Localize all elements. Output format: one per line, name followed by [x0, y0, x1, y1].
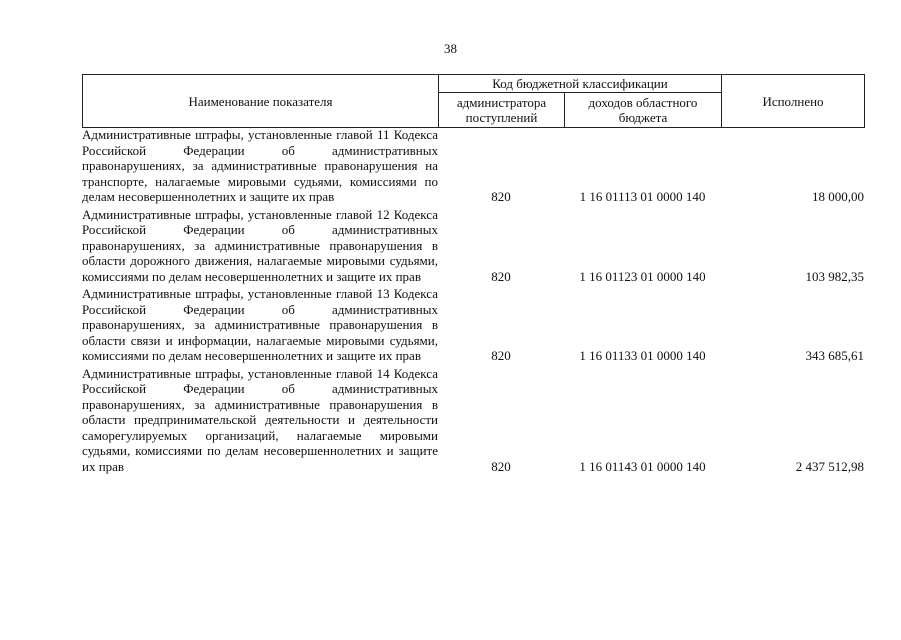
row-admin-code: 820 [491, 348, 511, 363]
table-row [82, 207, 864, 287]
table-row [82, 127, 864, 207]
row-amount: 103 982,35 [805, 268, 864, 284]
row-income-code: 1 16 01113 01 0000 140 [579, 189, 706, 204]
header-income: доходов областного бюджета [565, 93, 722, 128]
header-name: Наименование показателя [83, 75, 439, 128]
table-body [82, 127, 864, 476]
table-header [82, 74, 865, 128]
row-income-code: 1 16 01123 01 0000 140 [579, 268, 706, 284]
header-admin: администратора поступлений [439, 93, 565, 128]
header-code-group: Код бюджетной классификации [439, 75, 722, 93]
row-amount: 343 685,61 [805, 348, 864, 363]
row-income-code: 1 16 01133 01 0000 140 [579, 348, 706, 363]
header-executed: Исполнено [722, 75, 865, 128]
row-name: Административные штрафы, установленные главой 14 Кодекса Российской Федерации об административных правонарушениях, за административные правонарушения в области предпринимательской деятельности и деятельности саморегулируемых организаций, налагаемые мировыми судьями, комиссиями по делам несовершеннолетних и защите их прав [82, 365, 438, 474]
row-name: Административные штрафы, установленные главой 11 Кодекса Российской Федерации об административных правонарушениях, за административные правонарушения на транспорте, налагаемые мировыми судьями, комиссиями по делам несовершеннолетних и защите их прав [82, 127, 438, 204]
table-row [82, 366, 864, 477]
row-amount: 18 000,00 [812, 189, 864, 204]
row-admin-code: 820 [491, 268, 511, 284]
table-row [82, 286, 864, 366]
row-name: Административные штрафы, установленные главой 12 Кодекса Российской Федерации об административных правонарушениях, за административные правонарушения в области дорожного движения, налагаемые мировыми судьями, комиссиями по делам несовершеннолетних и защите их прав [82, 206, 438, 284]
row-name: Административные штрафы, установленные главой 13 Кодекса Российской Федерации об административных правонарушениях, за административные правонарушения в области связи и информации, налагаемые мировыми судьями, комиссиями по делам несовершеннолетних и защите их прав [82, 286, 438, 363]
row-income-code: 1 16 01143 01 0000 140 [579, 458, 706, 474]
row-amount: 2 437 512,98 [795, 458, 864, 474]
row-admin-code: 820 [491, 189, 511, 204]
row-admin-code: 820 [491, 458, 511, 474]
page-number: 38 [444, 41, 457, 56]
